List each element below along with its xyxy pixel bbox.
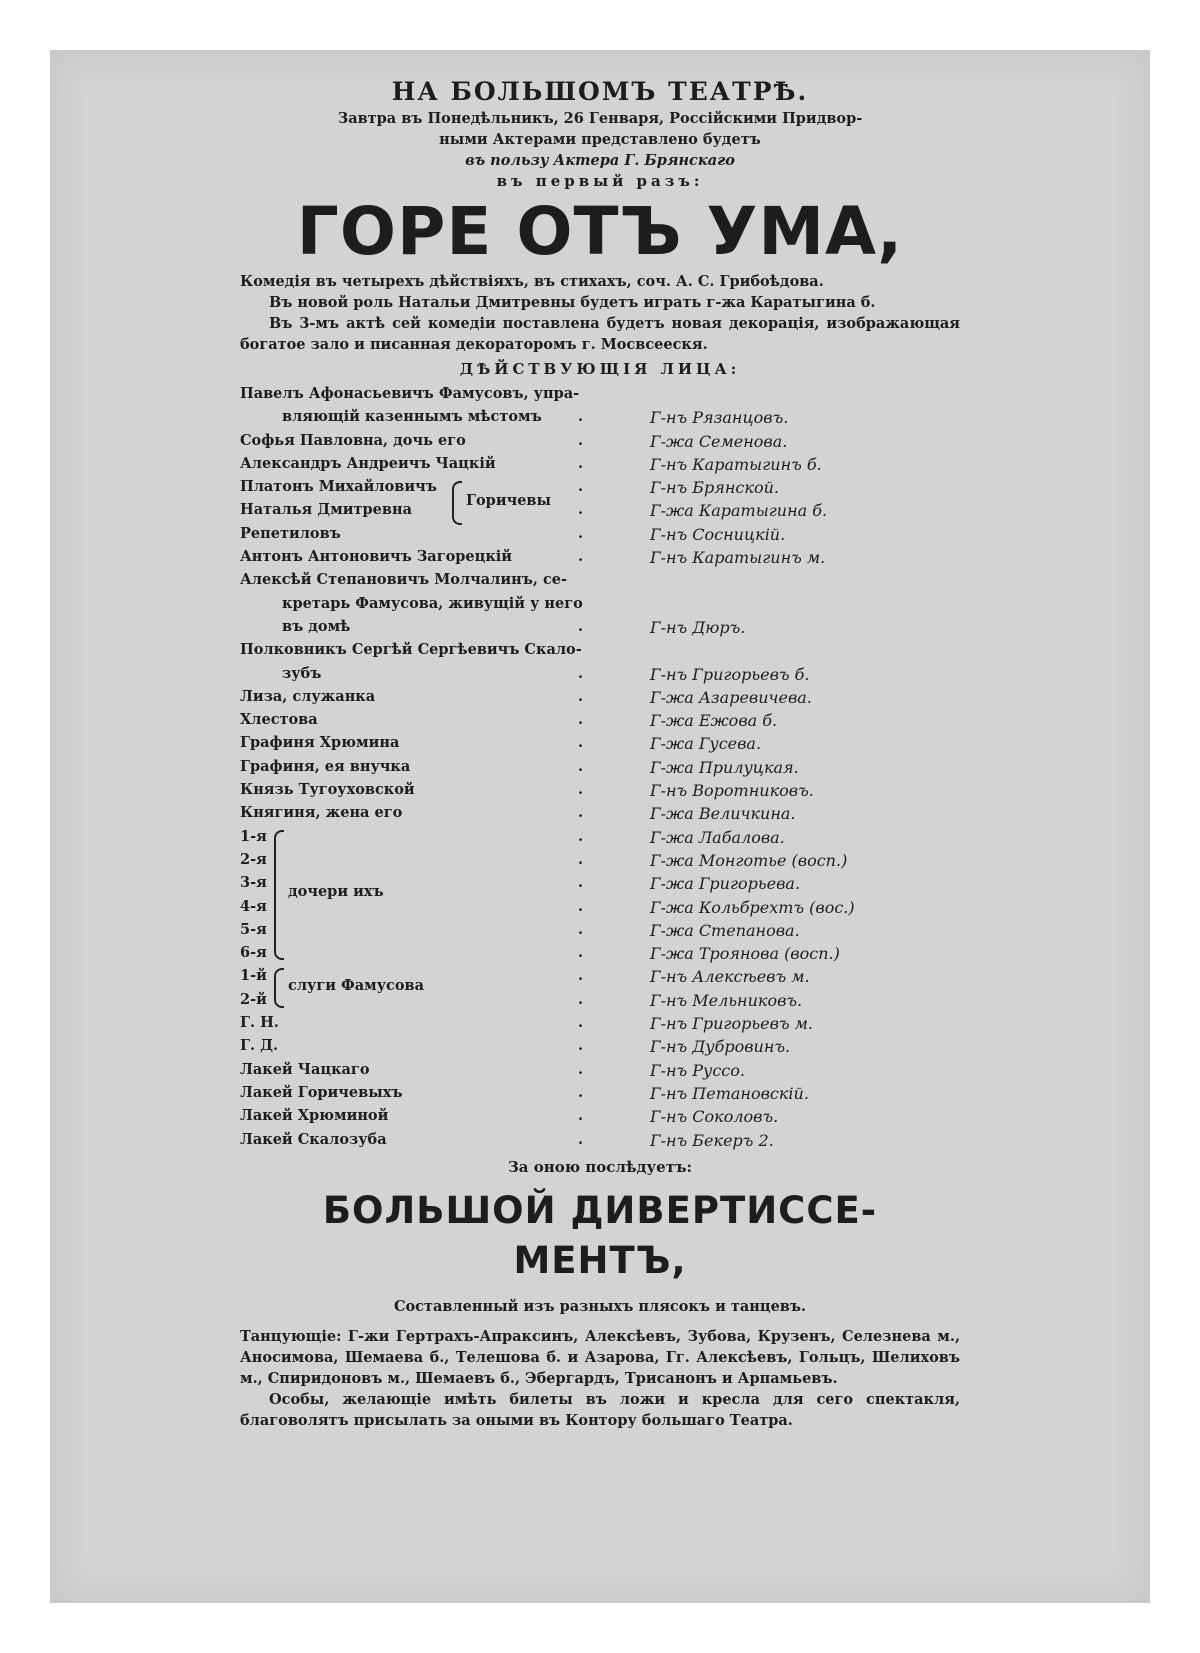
cast-role: Г. Д. [240,1037,279,1055]
cast-actor: Г-нъ Дюръ. [650,617,746,637]
leader-dot: . [578,454,584,472]
cast-actor: Г-жа Лабалова. [650,827,785,847]
cast-actor: Г-жа Ежова б. [650,711,778,731]
cast-actor: Г-жа Семенова. [650,431,788,451]
leader-dot: . [578,757,584,775]
cast-role: Княгиня, жена его [240,804,403,822]
playbill-column [240,76,960,1431]
cast-actor: Г-жа Кольбрехтъ (вос.) [650,897,855,917]
leader-dot: . [578,804,584,822]
intro-line-3: въ пользу Актера Г. Брянскаго [465,152,735,169]
leader-dot: . [578,548,584,566]
leader-dot: . [578,1130,584,1148]
cast-row [240,802,960,825]
cast-role: 5-я [240,920,267,938]
cast-role: Репетиловъ [240,524,341,542]
cast-row [240,965,960,988]
cast-role: Лакей Горичевыхъ [240,1083,403,1101]
cast-role: Антонъ Антоновичъ Загорецкій [240,548,513,566]
leader-dot: . [578,501,584,519]
leader-dot: . [578,408,584,426]
after-note: За оною послѣдуетъ: [507,1157,693,1176]
cast-actor: Г-нъ Брянской. [650,478,779,498]
role-note: Въ новой роль Натальи Дмитревны будетъ играть г-жа Каратыгина б. [269,294,876,311]
leader-dot: . [578,827,584,845]
cast-actor: Г-нъ Петановскій. [650,1083,809,1103]
cast-row [240,593,960,616]
cast-row [240,616,960,639]
leader-dot: . [578,664,584,682]
cast-row [240,709,960,732]
leader-dot: . [578,1014,584,1032]
cast-row [240,919,960,942]
cast-row [240,1129,960,1152]
cast-role: 1-я [240,827,267,845]
cast-actor: Г-нъ Григорьевъ м. [650,1014,813,1034]
cast-row [240,826,960,849]
cast-row [240,476,960,499]
leader-dot: . [578,1107,584,1125]
cast-role: Лакей Хрюминой [240,1107,389,1125]
cast-row [240,1082,960,1105]
playbill-sheet [50,50,1150,1603]
cast-row [240,686,960,709]
decoration-note: Въ 3-мъ актѣ сей комедіи поставлена будетъ новая декорація, изображающая богатое зало и писанная декораторомъ г. Мосвсеескя. [240,315,960,353]
divertissement-title-line-1: БОЛЬШОЙ ДИВЕРТИССЕ- [322,1188,878,1232]
cast-role: 1-й [240,967,267,985]
cast-actor: Г-жа Азаревичева. [650,687,812,707]
cast-role: Князь Тугоуховской [240,781,415,799]
cast-role: Лакей Скалозуба [240,1130,387,1148]
cast-row [240,499,960,522]
leader-dot: . [578,990,584,1008]
cast-actor: Г-нъ Воротниковъ. [650,781,814,801]
leader-dot: . [578,524,584,542]
leader-dot: . [578,967,584,985]
cast-row [240,872,960,895]
cast-row [240,942,960,965]
first-time-note: въ первый разъ: [496,172,704,190]
cast-role: Лакей Чацкаго [240,1060,370,1078]
cast-actor: Г-нъ Мельниковъ. [650,990,803,1010]
cast-role: Г. Н. [240,1014,279,1032]
cast-row [240,989,960,1012]
leader-dot: . [578,920,584,938]
cast-actor: Г-жа Прилуцкая. [650,757,799,777]
cast-row [240,639,960,662]
play-description: Комедія въ четырехъ дѣйствіяхъ, въ стихахъ, соч. А. С. Грибоѣдова. [240,273,824,290]
cast-role: 6-я [240,944,267,962]
cast-role: 2-й [240,990,267,1008]
cast-actor: Г-нъ Рязанцовъ. [650,408,789,428]
cast-role: Алексѣй Степановичъ Молчалинъ, се- [240,571,568,589]
cast-row [240,546,960,569]
leader-dot: . [578,897,584,915]
cast-actor: Г-нъ Каратыгинъ м. [650,548,826,568]
cast-role: Наталья Дмитревна [240,501,412,519]
cast-actor: Г-нъ Сосницкій. [650,524,786,544]
theatre-heading: НА БОЛЬШОМЪ ТЕАТРѢ. [391,77,809,106]
cast-role: въ домѣ [282,617,351,635]
leader-dot: . [578,944,584,962]
cast-actor: Г-нъ Алексѣевъ м. [650,967,810,987]
cast-role: Полковникъ Сергѣй Сергѣевичъ Скало- [240,641,582,659]
cast-row [240,732,960,755]
leader-dot: . [578,874,584,892]
leader-dot: . [578,711,584,729]
leader-dot: . [578,617,584,635]
cast-role: кретарь Фамусова, живущій у него [282,594,583,612]
cast-row [240,406,960,429]
cast-role: зубъ [282,664,322,682]
cast-row [240,523,960,546]
leader-dot: . [578,478,584,496]
cast-role: 2-я [240,850,267,868]
cast-role: Хлестова [240,711,318,729]
divertissement-composed: Составленный изъ разныхъ плясокъ и танцевъ. [393,1297,807,1315]
cast-actor: Г-нъ Дубровинъ. [650,1037,791,1057]
cast-row [240,1059,960,1082]
cast-actor: Г-нъ Соколовъ. [650,1107,779,1127]
cast-row [240,756,960,779]
cast-row [240,383,960,406]
leader-dot: . [578,1060,584,1078]
cast-actor: Г-нъ Бекеръ 2. [650,1130,774,1150]
cast-role: Павелъ Афонасьевичъ Фамусовъ, упра- [240,385,580,402]
cast-role: Графиня, ея внучка [240,757,411,775]
cast-actor: Г-жа Степанова. [650,920,800,940]
cast-role: вляющій казеннымъ мѣстомъ [282,408,542,426]
cast-actor: Г-жа Величкина. [650,804,796,824]
cast-actor: Г-жа Григорьева. [650,874,801,894]
cast-row [240,430,960,453]
cast-role: Графиня Хрюмина [240,734,400,752]
leader-dot: . [578,781,584,799]
tickets-note: Особы, желающіе имѣть билеты въ ложи и кресла для сего спектакля, благоволятъ присылать за оными въ Контору большаго Театра. [240,1390,960,1429]
leader-dot: . [578,431,584,449]
group-label-servants: слуги Фамусова [288,977,425,994]
cast-actor: Г-жа Троянова (восп.) [650,944,840,964]
group-label-daughters: дочери ихъ [288,883,384,900]
leader-dot: . [578,850,584,868]
cast-row [240,779,960,802]
cast-row [240,1012,960,1035]
cast-actor: Г-жа Гусева. [650,734,762,754]
intro-line-1: Завтра въ Понедѣльникъ, 26 Генваря, Россійскими Придвор- [337,110,863,127]
cast-row [240,569,960,592]
cast-list [240,383,960,1152]
dancers-list: Танцующіе: Г-жи Гертрахъ-Апраксинъ, Алексѣевъ, Зубова, Крузенъ, Селезнева м., Аносимова, Шемаева б., Телешова б. и Азарова, Гг. Алексѣевъ, Гольцъ, Шелиховъ м., Спиридоновъ м., Шемаевъ б., Эбергардъ, Трисанонъ и Арпамьевъ. [240,1327,960,1387]
cast-actor: Г-нъ Григорьевъ б. [650,664,810,684]
cast-actor: Г-жа Каратыгина б. [650,501,828,521]
cast-role: 4-я [240,897,267,915]
main-title: ГОРЕ ОТЪ УМА, [296,193,904,270]
leader-dot: . [578,1083,584,1101]
cast-actor: Г-жа Монготье (восп.) [650,850,848,870]
cast-actor: Г-нъ Руссо. [650,1060,745,1080]
intro-line-2: ными Актерами представлено будетъ [439,131,761,148]
cast-row [240,453,960,476]
cast-row [240,663,960,686]
leader-dot: . [578,1037,584,1055]
cast-actor: Г-нъ Каратыгинъ б. [650,454,822,474]
cast-row [240,896,960,919]
group-label-gorichevy: Горичевы [466,492,552,509]
cast-heading: ДѢЙСТВУЮЩІЯ ЛИЦА: [459,360,741,378]
leader-dot: . [578,734,584,752]
cast-row [240,849,960,872]
cast-row [240,1035,960,1058]
cast-role: Александръ Андреичъ Чацкій [240,454,496,472]
cast-role: Лиза, служанка [240,687,376,705]
cast-role: 3-я [240,874,267,892]
cast-role: Софья Павловна, дочь его [240,431,466,449]
cast-role: Платонъ Михайловичъ [240,478,437,496]
divertissement-title-line-2: МЕНТЪ, [513,1238,687,1282]
cast-row [240,1105,960,1128]
leader-dot: . [578,687,584,705]
